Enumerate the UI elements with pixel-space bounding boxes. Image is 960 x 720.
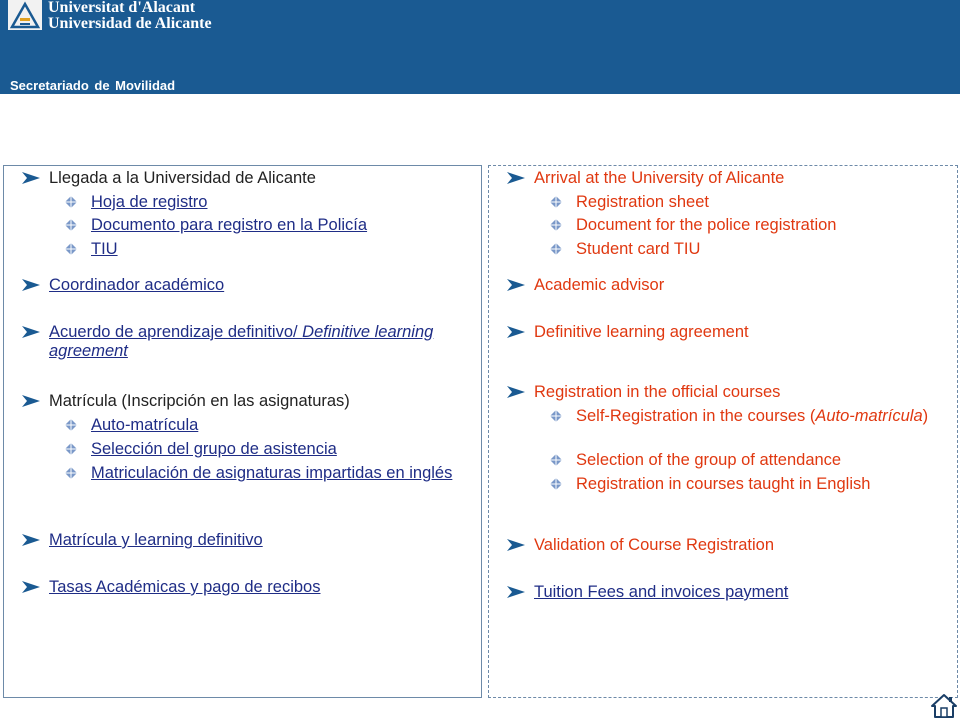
arrow-bullet-icon (507, 172, 525, 184)
left-arrival-label: Llegada a la Universidad de Alicante (49, 169, 316, 187)
diamond-bullet-icon (65, 196, 77, 208)
diamond-bullet-icon (550, 478, 562, 490)
diamond-bullet-icon (65, 467, 77, 479)
enrolment-learning-link[interactable]: Matrícula y learning definitivo (49, 531, 263, 549)
arrow-bullet-icon (507, 539, 525, 551)
group-selection-text: Selection of the group of attendance (576, 451, 842, 469)
right-validation-item (534, 536, 774, 555)
left-enrolment-learning-item[interactable] (49, 531, 263, 550)
right-registration-sub-2 (576, 451, 841, 470)
arrow-bullet-icon (22, 395, 40, 407)
left-arrival-item (49, 169, 316, 188)
academic-advisor-text: Academic advisor (534, 276, 665, 294)
diamond-bullet-icon (550, 410, 562, 422)
tuition-fees-link[interactable]: Tuition Fees and invoices payment (534, 583, 789, 601)
registration-sheet-link[interactable]: Hoja de registro (91, 193, 208, 211)
right-registration-item (534, 383, 780, 402)
right-arrival-sub-2 (576, 216, 836, 235)
right-arrival-label: Arrival at the University of Alicante (534, 169, 785, 187)
diamond-bullet-icon (550, 219, 562, 231)
left-arrival-sub-2[interactable] (91, 216, 367, 235)
left-fees-item[interactable] (49, 578, 321, 597)
arrow-bullet-icon (507, 279, 525, 291)
learning-agreement-link[interactable] (49, 323, 433, 360)
right-fees-item[interactable] (534, 583, 788, 602)
police-registration-text: Document for the police registration (576, 216, 837, 234)
diamond-bullet-icon (550, 196, 562, 208)
self-registration-close: ) (922, 407, 929, 425)
student-card-text: Student card TIU (576, 240, 701, 258)
diamond-bullet-icon (65, 419, 77, 431)
registration-sheet-text: Registration sheet (576, 193, 709, 211)
home-icon[interactable] (930, 693, 958, 719)
group-selection-link[interactable]: Selección del grupo de asistencia (91, 440, 337, 458)
academic-fees-link[interactable]: Tasas Académicas y pago de recibos (49, 578, 321, 596)
university-name-es: Universidad de Alicante (48, 15, 212, 32)
left-enrolment-sub-3[interactable] (91, 464, 461, 483)
diamond-bullet-icon (65, 443, 77, 455)
arrow-bullet-icon (22, 534, 40, 546)
arrow-bullet-icon (22, 172, 40, 184)
university-logo (8, 0, 42, 30)
right-advisor-item (534, 276, 664, 295)
left-arrival-sub-1[interactable] (91, 193, 207, 212)
self-registration-italic: Auto-matrícula (815, 407, 923, 425)
tiu-link[interactable]: TIU (91, 240, 118, 258)
arrow-bullet-icon (22, 326, 40, 338)
police-registration-link[interactable]: Documento para registro en la Policía (91, 216, 368, 234)
english-courses-link[interactable]: Matriculación de asignaturas impartidas en inglés (91, 464, 453, 482)
learning-agreement-text-en: Definitive learning agreement (534, 323, 749, 341)
left-enrolment-item (49, 392, 350, 411)
university-name-ca: Universitat d'Alacant (48, 0, 196, 16)
validation-text: Validation of Course Registration (534, 536, 774, 554)
right-arrival-sub-1 (576, 193, 709, 212)
official-courses-text: Registration in the official courses (534, 383, 781, 401)
diamond-bullet-icon (65, 219, 77, 231)
spanish-panel (3, 165, 482, 698)
left-agreement-item[interactable] (49, 323, 469, 361)
learning-agreement-text: Acuerdo de aprendizaje definitivo/ (49, 323, 303, 341)
left-enrolment-label: Matrícula (Inscripción en las asignaturas) (49, 392, 350, 410)
department-title: Secretariado de Movilidad (10, 78, 176, 93)
right-agreement-item (534, 323, 749, 342)
right-arrival-sub-3 (576, 240, 700, 259)
left-advisor-item[interactable] (49, 276, 224, 295)
auto-matricula-link[interactable]: Auto-matrícula (91, 416, 199, 434)
left-enrolment-sub-2[interactable] (91, 440, 337, 459)
right-registration-sub-1 (576, 407, 936, 426)
diamond-bullet-icon (65, 243, 77, 255)
english-courses-text: Registration in courses taught in English (576, 475, 871, 493)
arrow-bullet-icon (507, 326, 525, 338)
diamond-bullet-icon (550, 243, 562, 255)
left-arrival-sub-3[interactable] (91, 240, 118, 259)
self-registration-text: Self-Registration in the courses ( (576, 407, 816, 425)
english-panel (488, 165, 958, 698)
arrow-bullet-icon (507, 386, 525, 398)
right-arrival-item (534, 169, 784, 188)
left-enrolment-sub-1[interactable] (91, 416, 198, 435)
right-registration-sub-3 (576, 475, 870, 494)
academic-advisor-link[interactable]: Coordinador académico (49, 276, 225, 294)
header-banner (0, 0, 960, 94)
diamond-bullet-icon (550, 454, 562, 466)
arrow-bullet-icon (22, 279, 40, 291)
learning-agreement-italic: Definitive learning agreement (49, 323, 434, 360)
arrow-bullet-icon (22, 581, 40, 593)
arrow-bullet-icon (507, 586, 525, 598)
